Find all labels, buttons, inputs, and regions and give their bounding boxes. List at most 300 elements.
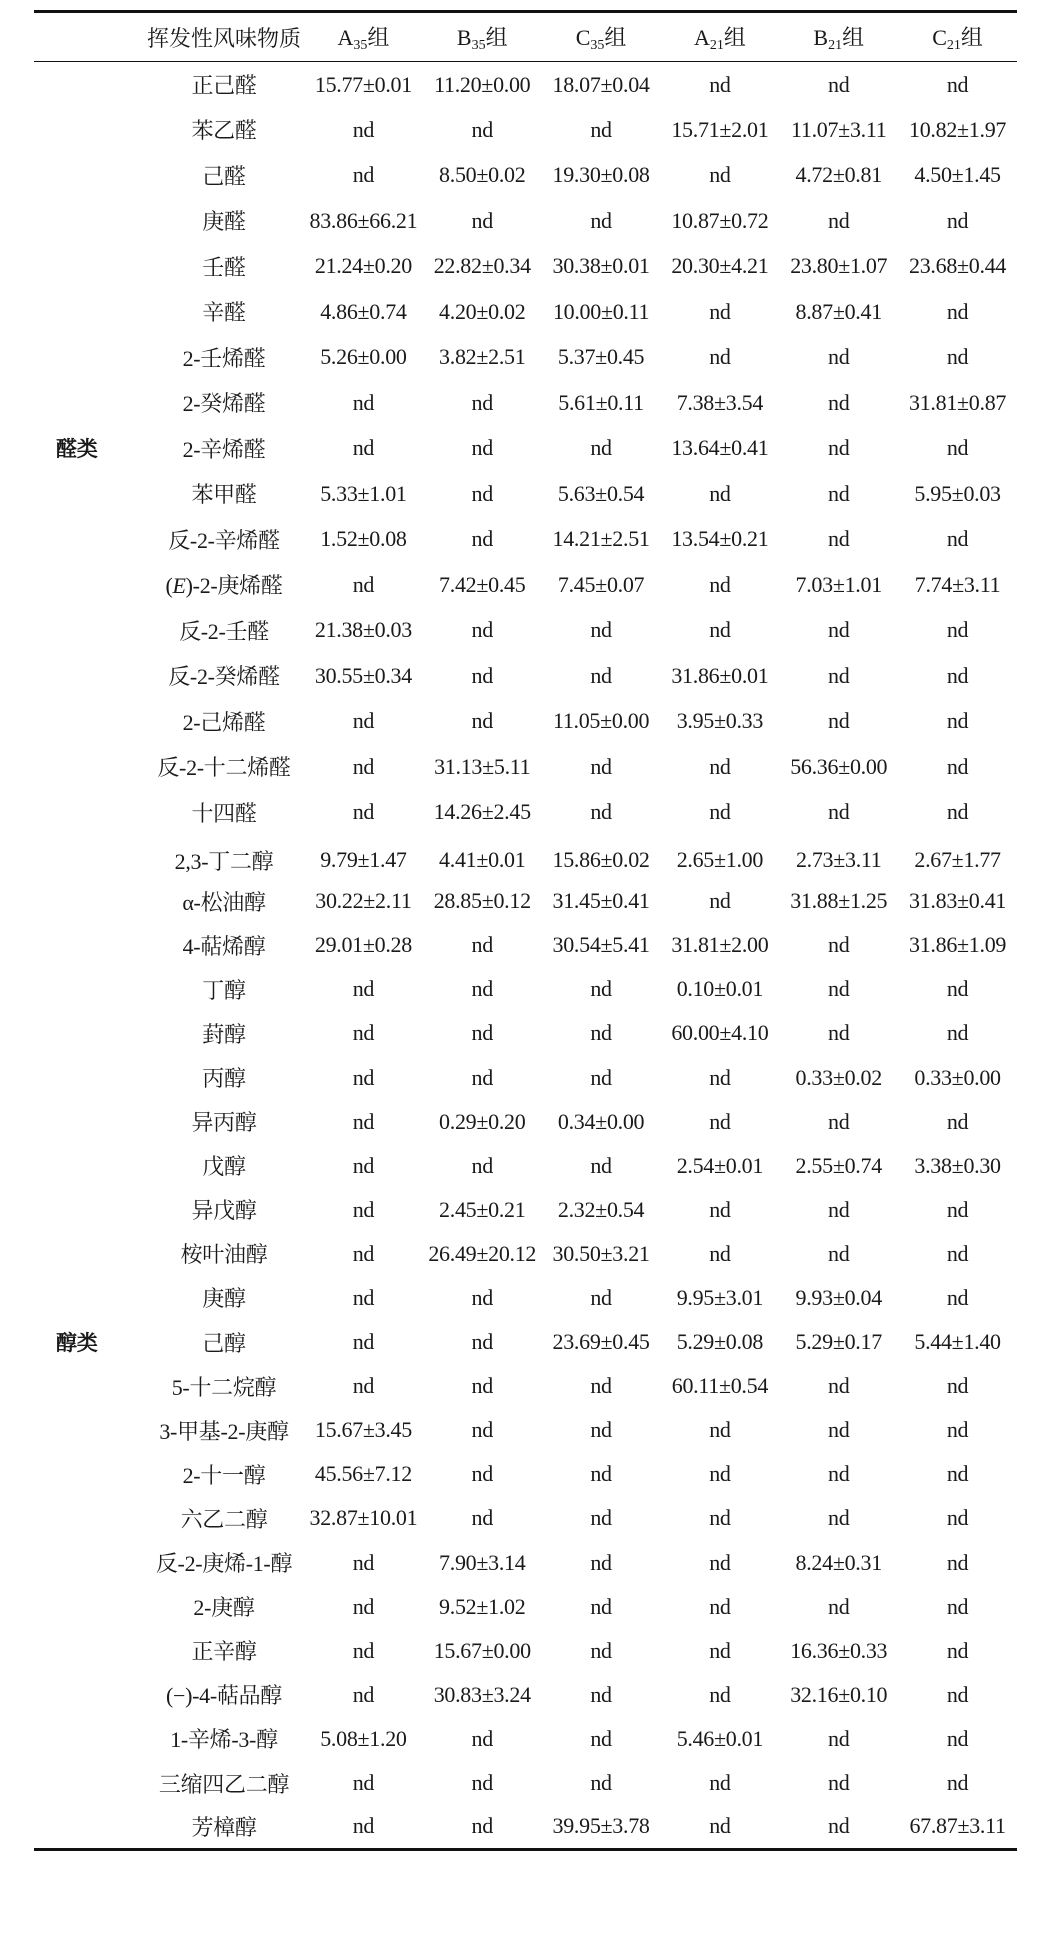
value-cell: nd [946,708,969,734]
compound-name: 正己醛 [191,73,257,98]
category-cell [34,1232,144,1276]
value-cell: 7.38±3.54 [676,389,764,415]
value-cell: nd [709,753,731,779]
compound-name: 十四醛 [191,800,257,826]
value-cell: nd [828,435,850,461]
value-cell: 5.29±0.17 [795,1329,882,1355]
table-row [34,1496,1017,1540]
category-cell [34,289,144,335]
table-row [34,1232,1017,1276]
table-row [34,244,1017,290]
category-cell [34,835,144,879]
value-cell: nd [590,753,612,779]
category-cell [34,1011,144,1055]
value-cell: nd [779,1805,898,1849]
value-cell: nd [590,1284,612,1310]
value-cell: 11.05±0.00 [552,708,650,734]
value-cell: 4.86±0.74 [320,298,407,324]
value-cell: nd [471,1770,493,1796]
value-cell: nd [471,1725,493,1751]
category-cell [34,562,144,608]
value-cell: 39.95±3.78 [542,1805,661,1849]
compound-name: (E)-2-庚烯醛 [165,573,283,599]
table-row [34,62,1017,108]
value-cell: 15.86±0.02 [552,847,650,873]
value-cell: 31.86±1.09 [909,932,1007,958]
value-cell: 23.69±0.45 [552,1329,650,1355]
value-cell: 5.63±0.54 [557,480,645,506]
compound-name: 反-2-辛烯醛 [168,527,280,553]
value-cell: 5.46±0.01 [676,1725,764,1751]
value-cell: 31.81±2.00 [671,932,769,958]
value-cell: nd [946,1681,969,1707]
value-cell: nd [709,1505,731,1531]
value-cell: 31.13±5.11 [434,753,531,779]
value-cell: 30.55±0.34 [314,662,412,688]
value-cell: nd [946,1417,969,1443]
value-cell: 15.67±0.00 [433,1637,531,1663]
table-row [34,1761,1017,1805]
value-cell: 26.49±20.12 [428,1240,537,1266]
value-cell: 2.45±0.21 [439,1196,526,1222]
category-cell [34,1805,144,1849]
value-cell: nd [590,799,612,825]
value-cell: 30.54±5.41 [552,932,650,958]
category-cell [34,244,144,290]
value-cell: 31.45±0.41 [552,888,650,914]
table-row [34,879,1017,923]
value-cell: 3.38±0.30 [914,1152,1001,1178]
compound-name: 辛醛 [202,300,246,326]
value-cell: 4.41±0.01 [439,847,526,873]
value-cell: nd [590,1505,612,1531]
compound-name: 葑醇 [202,1021,246,1047]
value-cell: nd [471,1373,493,1399]
value-cell: nd [828,976,850,1002]
value-cell: 16.36±0.33 [790,1637,888,1663]
category-cell [34,1717,144,1761]
value-cell: nd [471,662,493,688]
value-cell: nd [828,617,850,643]
value-cell: 9.79±1.47 [320,847,407,873]
table-row [34,562,1017,608]
value-cell: nd [471,116,493,142]
volatile-compounds-table [34,10,1017,1851]
value-cell: 14.21±2.51 [552,526,650,552]
category-cell [34,107,144,153]
value-cell: nd [352,799,375,825]
compound-name: α-松油醇 [182,889,266,915]
value-cell: nd [946,1020,969,1046]
table-row [34,653,1017,699]
value-cell: nd [471,1461,493,1487]
table-row [34,1717,1017,1761]
value-cell: 2.73±3.11 [795,847,882,873]
compound-name: 3-甲基-2-庚醇 [159,1418,289,1444]
category-cell [34,1408,144,1452]
value-cell: 20.30±4.21 [671,253,769,279]
compound-name: 戊醇 [202,1154,246,1180]
value-cell: nd [590,617,612,643]
value-cell: 31.83±0.41 [909,888,1007,914]
value-cell: nd [471,932,493,958]
value-cell: nd [828,207,850,233]
compound-name: 异丙醇 [191,1110,257,1136]
value-cell: nd [709,344,731,370]
value-cell: nd [352,708,375,734]
value-cell: nd [946,1240,969,1266]
value-cell: 23.68±0.44 [909,253,1007,279]
value-cell: nd [471,976,493,1002]
value-cell: 13.64±0.41 [671,435,769,461]
compound-name: 反-2-庚烯-1-醇 [155,1551,293,1577]
value-cell: 8.50±0.02 [439,162,526,188]
value-cell: nd [828,1020,850,1046]
compound-name: 反-2-壬醛 [179,618,269,644]
value-cell: nd [946,1770,969,1796]
category-cell [34,790,144,836]
value-cell: 56.36±0.00 [790,753,888,779]
value-cell: nd [471,389,493,415]
category-cell [34,1585,144,1629]
value-cell: nd [946,1593,969,1619]
value-cell: nd [352,753,375,779]
value-cell: nd [304,1805,423,1849]
value-cell: nd [946,976,969,1002]
category-cell [34,1452,144,1496]
table-row [34,1629,1017,1673]
value-cell: 21.38±0.03 [314,617,412,643]
value-cell: nd [352,1064,375,1090]
compound-name: 反-2-十二烯醛 [157,755,291,781]
table-row [34,289,1017,335]
value-cell: nd [471,526,493,552]
value-cell: nd [590,976,612,1002]
compound-name: 正辛醇 [191,1639,257,1665]
compound-name: 六乙二醇 [180,1506,268,1532]
value-cell: nd [590,1064,612,1090]
value-cell: 2.55±0.74 [795,1152,882,1178]
value-cell: nd [590,1770,612,1796]
table-header [34,12,1017,62]
compound-name: 苯乙醛 [191,118,257,144]
compound-name: 苯甲醛 [191,482,257,508]
table-row [34,1100,1017,1144]
category-cell [34,744,144,790]
table-row [34,1188,1017,1232]
value-cell: nd [352,1770,375,1796]
category-label: 醛类 [56,437,98,462]
header-group-a21: $A_{21}$组 [660,12,779,62]
value-cell: 22.82±0.34 [433,253,531,279]
compound-name: 己醇 [202,1330,246,1356]
value-cell: nd [828,708,850,734]
value-cell: 5.29±0.08 [676,1329,764,1355]
value-cell: 31.86±0.01 [671,662,769,688]
table-row [34,744,1017,790]
value-cell: 9.93±0.04 [795,1284,882,1310]
value-cell: nd [590,1725,612,1751]
value-cell: nd [709,1549,731,1575]
value-cell: 45.56±7.12 [314,1461,412,1487]
compound-name: 2-庚醇 [193,1595,255,1621]
table-row [34,1144,1017,1188]
value-cell: 15.67±3.45 [314,1417,412,1443]
value-cell: 3.95±0.33 [676,708,764,734]
value-cell: nd [946,799,969,825]
value-cell: nd [946,1549,969,1575]
header-group-a35: $A_{35}$组 [304,12,423,62]
value-cell: nd [352,116,375,142]
category-cell [34,967,144,1011]
value-cell: 31.88±1.25 [790,888,888,914]
value-cell: nd [352,162,375,188]
value-cell: nd [590,662,612,688]
value-cell: nd [352,1549,375,1575]
value-cell: nd [946,1108,969,1134]
value-cell: 4.20±0.02 [439,298,526,324]
value-cell: nd [590,1549,612,1575]
category-cell [34,380,144,426]
table-row [34,426,1017,472]
category-cell [34,879,144,923]
compound-name: 丙醇 [202,1066,246,1092]
category-cell [34,153,144,199]
value-cell: 15.71±2.01 [671,116,769,142]
value-cell: nd [946,344,969,370]
value-cell: nd [946,617,969,643]
value-cell: nd [709,480,731,506]
category-cell [34,699,144,745]
value-cell: nd [471,1284,493,1310]
table-row [34,1320,1017,1364]
value-cell: nd [709,888,731,914]
value-cell: nd [828,1240,850,1266]
value-cell: 2.32±0.54 [557,1196,645,1222]
value-cell: 0.33±0.02 [795,1064,882,1090]
value-cell: 2.65±1.00 [676,847,764,873]
value-cell: nd [709,298,731,324]
category-label: 醇类 [56,1331,98,1356]
value-cell: nd [946,1196,969,1222]
table-row [34,1585,1017,1629]
value-cell: 7.45±0.07 [557,571,645,597]
value-cell: 32.87±10.01 [309,1505,418,1531]
category-cell [34,517,144,563]
value-cell: 29.01±0.28 [314,932,412,958]
category-cell [34,653,144,699]
value-cell: nd [946,298,969,324]
value-cell: nd [709,1196,731,1222]
compound-name: 2-十一醇 [182,1462,266,1488]
category-cell [34,198,144,244]
value-cell: 60.00±4.10 [671,1020,769,1046]
header-group-c35: $C_{35}$组 [542,12,661,62]
value-cell: 10.00±0.11 [552,298,650,324]
value-cell: 8.24±0.31 [795,1549,882,1575]
table-row [34,198,1017,244]
category-cell [34,62,144,108]
value-cell: nd [709,1681,731,1707]
header-group-b35: $B_{35}$组 [423,12,542,62]
value-cell: 0.29±0.20 [439,1108,526,1134]
value-cell: nd [352,976,375,1002]
value-cell: nd [828,662,850,688]
value-cell: nd [946,1725,969,1751]
category-cell [34,471,144,517]
compound-name: 芳樟醇 [144,1805,304,1849]
category-cell [34,923,144,967]
value-cell: 30.38±0.01 [552,253,650,279]
value-cell: nd [946,207,969,233]
value-cell: nd [709,1108,731,1134]
table-row [34,1541,1017,1585]
table-row [34,471,1017,517]
compound-name: 异戊醇 [191,1198,257,1224]
value-cell: nd [352,1373,375,1399]
value-cell: nd [352,1593,375,1619]
compound-name: 4-萜烯醇 [182,933,266,959]
value-cell: 23.80±1.07 [790,253,888,279]
value-cell: 14.26±2.45 [433,799,531,825]
table-row [34,923,1017,967]
value-cell: nd [709,1461,731,1487]
value-cell: nd [709,1637,731,1663]
value-cell: nd [828,71,850,97]
table-row [34,1055,1017,1099]
compound-name: 2,3-丁二醇 [174,848,274,874]
value-cell: 5.95±0.03 [914,480,1001,506]
category-cell [34,1055,144,1099]
value-cell: nd [828,480,850,506]
value-cell: nd [828,1770,850,1796]
value-cell: nd [590,207,612,233]
compound-name: 2-辛烯醛 [182,436,266,462]
value-cell: nd [471,480,493,506]
category-cell [34,1100,144,1144]
value-cell: 60.11±0.54 [671,1373,769,1399]
value-cell: nd [828,932,850,958]
value-cell: 7.90±3.14 [439,1549,526,1575]
value-cell: 67.87±3.11 [898,1805,1017,1849]
value-cell: nd [352,1020,375,1046]
value-cell: nd [828,1417,850,1443]
value-cell: nd [946,662,969,688]
table-row [34,699,1017,745]
value-cell: nd [709,162,731,188]
value-cell: nd [709,617,731,643]
value-cell: 5.33±1.01 [320,480,407,506]
value-cell: nd [709,71,731,97]
value-cell: 7.03±1.01 [795,571,882,597]
category-cell [34,1496,144,1540]
value-cell: 5.37±0.45 [557,344,645,370]
volatile-compounds-table-container [34,10,1017,1851]
value-cell: nd [660,1805,779,1849]
compound-name: 桉叶油醇 [180,1242,268,1268]
category-cell [34,1364,144,1408]
compound-name: 壬醛 [202,254,246,280]
value-cell: 10.82±1.97 [909,116,1007,142]
value-cell: nd [946,1505,969,1531]
table-row [34,1011,1017,1055]
value-cell: nd [352,1152,375,1178]
value-cell: nd [471,1417,493,1443]
header-group-c21: $C_{21}$组 [898,12,1017,62]
value-cell: nd [352,389,375,415]
value-cell: nd [709,1417,731,1443]
category-cell [34,1673,144,1717]
table-body [34,62,1017,1850]
value-cell: 30.22±2.11 [315,888,412,914]
compound-name: 庚醛 [202,209,246,235]
compound-name: 1-辛烯-3-醇 [170,1727,278,1753]
table-row [34,608,1017,654]
table-row [34,967,1017,1011]
value-cell: nd [423,1805,542,1849]
table-row [34,1805,1017,1849]
table-row [34,153,1017,199]
value-cell: nd [471,617,493,643]
compound-name: (−)-4-萜品醇 [165,1683,282,1709]
value-cell: nd [828,526,850,552]
value-cell: nd [352,1108,375,1134]
value-cell: nd [590,1637,612,1663]
compound-name: 2-壬烯醛 [182,345,266,371]
value-cell: nd [471,708,493,734]
value-cell: nd [471,1329,493,1355]
value-cell: nd [590,1152,612,1178]
value-cell: nd [352,1284,375,1310]
table-row [34,335,1017,381]
value-cell: 30.50±3.21 [552,1240,650,1266]
value-cell: 31.81±0.87 [909,389,1007,415]
value-cell: 11.07±3.11 [791,116,887,142]
value-cell: nd [946,753,969,779]
compound-name: 2-己烯醛 [182,709,266,735]
value-cell: nd [946,1637,969,1663]
value-cell: nd [709,799,731,825]
compound-name: 反-2-癸烯醛 [168,664,280,690]
category-cell [34,1276,144,1320]
value-cell: nd [590,435,612,461]
value-cell: nd [590,1681,612,1707]
value-cell: nd [471,1505,493,1531]
value-cell: 0.33±0.00 [914,1064,1001,1090]
header-group-b21: $B_{21}$组 [779,12,898,62]
value-cell: nd [590,1373,612,1399]
value-cell: nd [352,571,375,597]
category-cell [34,1761,144,1805]
value-cell: nd [590,1020,612,1046]
table-row [34,517,1017,563]
value-cell: 11.20±0.00 [434,71,531,97]
compound-name: 丁醇 [202,977,246,1003]
value-cell: nd [828,1505,850,1531]
value-cell: nd [471,1064,493,1090]
value-cell: nd [590,1417,612,1443]
value-cell: nd [828,1196,850,1222]
compound-name: 2-癸烯醛 [182,391,266,417]
value-cell: nd [352,1681,375,1707]
category-cell [34,608,144,654]
value-cell: 9.52±1.02 [439,1593,526,1619]
value-cell: nd [709,1064,731,1090]
compound-name: 庚醇 [202,1286,246,1312]
value-cell: 10.87±0.72 [671,207,769,233]
table-row [34,1364,1017,1408]
value-cell: nd [946,71,969,97]
